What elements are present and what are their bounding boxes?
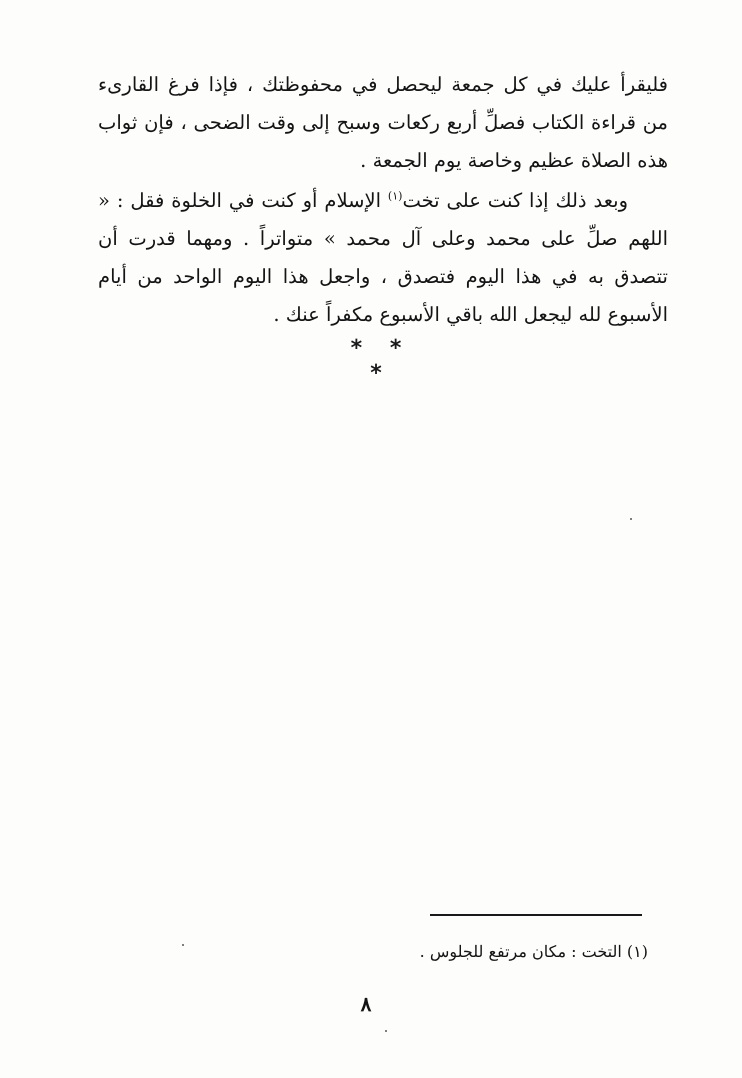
footnote-reference: (١) (387, 189, 403, 203)
paragraph-1: فليقرأ عليك في كل جمعة ليحصل في محفوظتك ، فإذا فرغ القارىء من قراءة الكتاب فصلِّ أربع ركعات وسبح إلى وقت الضحى ، فإن ثواب هذه الصلاة عظيم وخاصة يوم الجمعة . (98, 73, 668, 172)
scan-speck (182, 944, 184, 946)
paragraph-2 (98, 182, 668, 334)
footnote-divider (430, 914, 642, 916)
scan-speck (385, 1030, 387, 1032)
paragraph-2-rest: الإسلام أو كنت في الخلوة فقل : « اللهم صلِّ على محمد وعلى آل محمد » متواتراً . ومهما قدرت أن تتصدق به في هذا اليوم فتصدق ، واجعل هذا اليوم الواحد من أيام الأسبوع لله ليجعل الله باقي الأسبوع مكفراً عنك . (98, 189, 668, 326)
paragraph-2-start: وبعد ذلك إذا كنت على تخت (402, 189, 628, 212)
page-number: ٨ (360, 992, 372, 1016)
scan-speck (630, 518, 632, 520)
main-text (98, 66, 668, 334)
footnote: (١) التخت : مكان مرتفع للجلوس . (419, 942, 648, 961)
section-separator: * * * (350, 336, 412, 386)
